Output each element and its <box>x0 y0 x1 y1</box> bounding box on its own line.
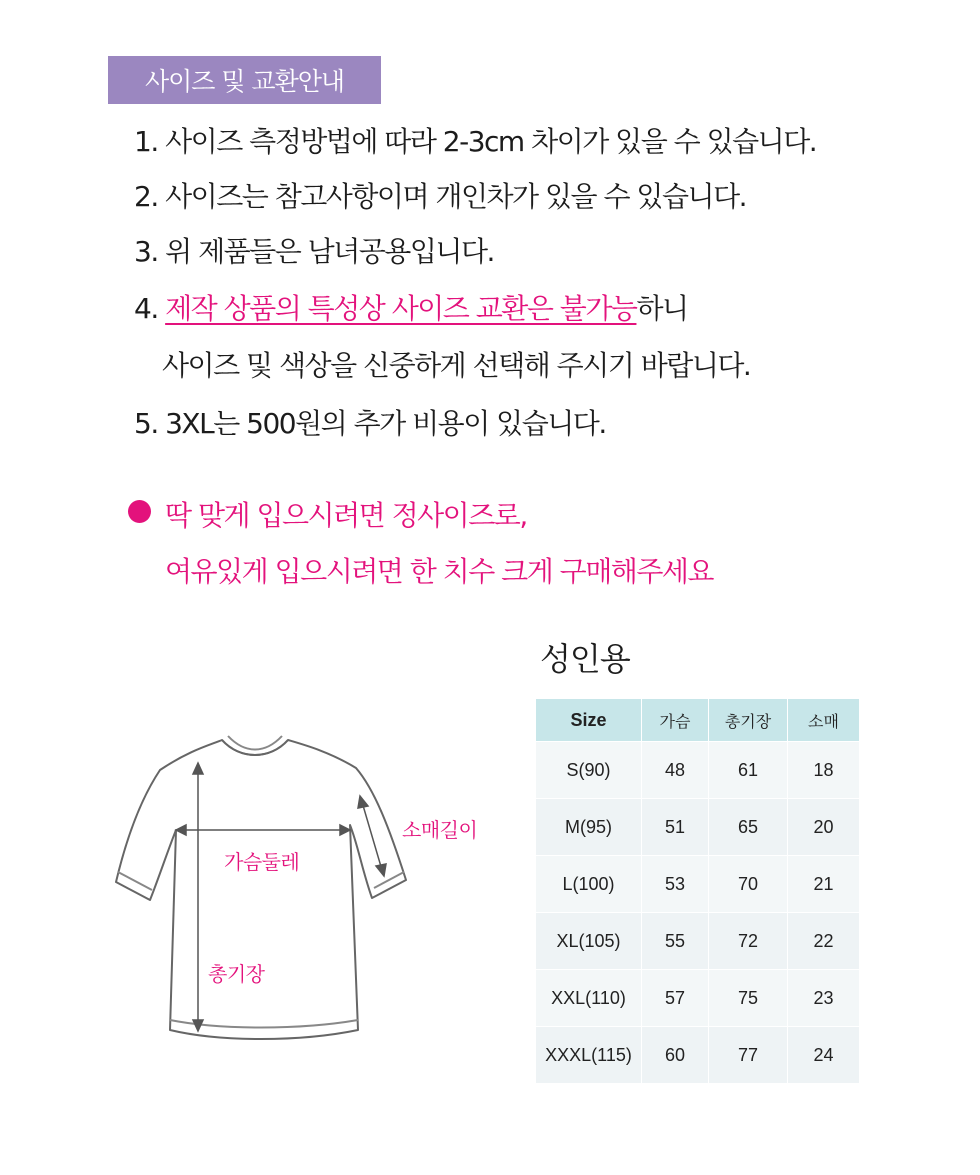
table-row <box>536 742 860 799</box>
notice-4-line2: 사이즈 및 색상을 신중하게 선택해 주시기 바랍니다. <box>162 349 751 382</box>
table-title: 성인용 <box>540 640 630 678</box>
table-row <box>536 1027 860 1084</box>
header-sleeve: 소매 <box>788 699 860 742</box>
tip-line-2: 여유있게 입으시려면 한 치수 크게 구매해주세요 <box>165 555 713 588</box>
header-size: Size <box>536 699 642 742</box>
cell-chest: 57 <box>642 970 709 1027</box>
cell-length: 75 <box>709 970 788 1027</box>
cell-sleeve: 23 <box>788 970 860 1027</box>
tshirt-body <box>116 740 406 1039</box>
notice-2: 2. 사이즈는 참고사항이며 개인차가 있을 수 있습니다. <box>134 180 747 213</box>
table-row <box>536 856 860 913</box>
header-chest: 가슴 <box>642 699 709 742</box>
cell-size: XL(105) <box>536 913 642 970</box>
cell-length: 72 <box>709 913 788 970</box>
notice-4 <box>134 287 688 327</box>
cell-length: 61 <box>709 742 788 799</box>
cell-chest: 53 <box>642 856 709 913</box>
cell-length: 70 <box>709 856 788 913</box>
cell-chest: 51 <box>642 799 709 856</box>
cell-size: XXXL(115) <box>536 1027 642 1084</box>
cell-sleeve: 21 <box>788 856 860 913</box>
length-label: 총기장 <box>208 962 265 986</box>
cell-sleeve: 20 <box>788 799 860 856</box>
cell-length: 65 <box>709 799 788 856</box>
cell-sleeve: 18 <box>788 742 860 799</box>
section-title: 사이즈 및 교환안내 <box>108 56 381 104</box>
bullet-dot-icon <box>128 500 151 523</box>
chest-label: 가슴둘레 <box>224 850 300 874</box>
notice-3: 3. 위 제품들은 남녀공용입니다. <box>134 235 494 268</box>
tshirt-diagram <box>100 730 420 1070</box>
cell-chest: 48 <box>642 742 709 799</box>
table-header-row <box>536 699 860 742</box>
notice-4-highlight: 제작 상품의 특성상 사이즈 교환은 불가능 <box>165 292 637 325</box>
cell-chest: 55 <box>642 913 709 970</box>
notice-4-prefix: 4. <box>134 292 166 325</box>
tip-line-1: 딱 맞게 입으시려면 정사이즈로, <box>165 499 527 532</box>
header-length: 총기장 <box>709 699 788 742</box>
notice-1: 1. 사이즈 측정방법에 따라 2-3cm 차이가 있을 수 있습니다. <box>134 125 817 158</box>
size-table <box>535 698 860 1084</box>
cell-size: S(90) <box>536 742 642 799</box>
sleeve-label: 소매길이 <box>402 818 478 842</box>
cell-size: M(95) <box>536 799 642 856</box>
notice-5: 5. 3XL는 500원의 추가 비용이 있습니다. <box>134 407 606 440</box>
cell-size: XXL(110) <box>536 970 642 1027</box>
table-row <box>536 913 860 970</box>
table-row <box>536 799 860 856</box>
cell-sleeve: 22 <box>788 913 860 970</box>
table-row <box>536 970 860 1027</box>
cell-length: 77 <box>709 1027 788 1084</box>
cell-chest: 60 <box>642 1027 709 1084</box>
cell-size: L(100) <box>536 856 642 913</box>
notice-4-suffix: 하니 <box>636 292 688 325</box>
cell-sleeve: 24 <box>788 1027 860 1084</box>
